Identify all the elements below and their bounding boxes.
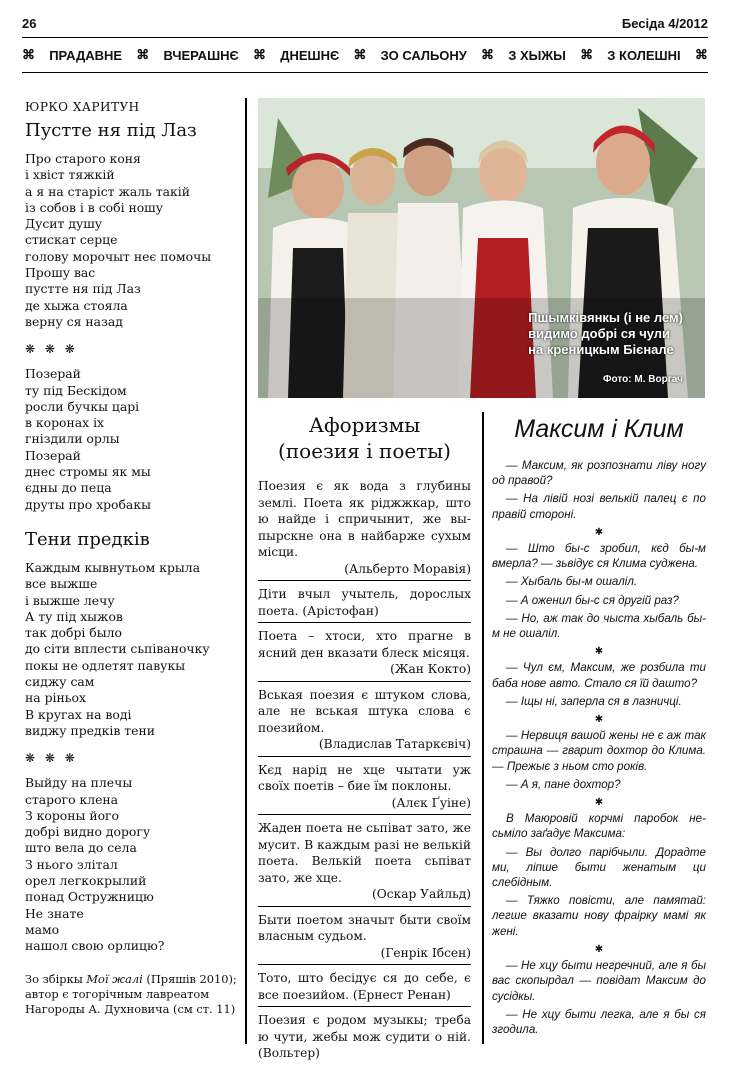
note-pre: Зо збіркы bbox=[25, 972, 87, 987]
aphorism-source: (Альберто Моравія) bbox=[344, 561, 471, 576]
verse-line: і хвіст тяжкій bbox=[25, 167, 115, 183]
verse-line: днес стромы як мы bbox=[25, 464, 151, 480]
verse-line: мамо bbox=[25, 921, 60, 937]
photo-credit: Фото: М. Воргач bbox=[603, 374, 683, 385]
header-rule-bottom bbox=[22, 72, 708, 73]
nav-item[interactable]: ПРАДАВНЕ bbox=[49, 47, 123, 63]
nav-item[interactable]: З КОЛЕШНІ bbox=[607, 47, 681, 63]
dialogue-line: — Но, аж так до чыста хыбаль бы-м не ошаліл. bbox=[492, 611, 706, 641]
dialogue-line: — Не хцу быти негречний, але я бы вас скопырдал — повідат Максим до сусідкы. bbox=[492, 959, 706, 1003]
dialogue-line: — Хыбаль бы-м ошаліл. bbox=[506, 575, 638, 589]
aphorism-text: Вськая поезия є штуком слова, але не вськая штука слова є поезийом. bbox=[258, 687, 471, 735]
verse-line: В кругах на воді bbox=[25, 706, 132, 722]
verse-line: Каждым кывнутьом крыла bbox=[25, 559, 201, 575]
column-divider-left bbox=[245, 98, 247, 1044]
verse-line: покы не одлетят павукы bbox=[25, 657, 186, 673]
dialogue-line: — Што бы-с зробил, кєд бы-м вмерла? — зьвідує ся Клима суджена. bbox=[492, 542, 706, 571]
aphorism bbox=[258, 687, 471, 757]
nav-separator-icon: ⌘ bbox=[694, 47, 708, 62]
note-book: Мої жалі bbox=[86, 972, 143, 987]
nav-item[interactable]: З ХЫЖЫ bbox=[508, 47, 566, 63]
asterisk-separator-icon: ✱ bbox=[594, 714, 604, 726]
asterisk-separator-icon: ✱ bbox=[594, 526, 604, 538]
verse-line: Дусит душу bbox=[25, 216, 103, 232]
column-divider-right bbox=[482, 412, 484, 1044]
aphorism bbox=[258, 820, 471, 907]
verse-line: Позерай bbox=[25, 366, 81, 382]
aphorism bbox=[258, 478, 471, 581]
dialogue-line: — Тяжко повісти, але памятай: легше вказати нову фраірку мамі як жені. bbox=[492, 894, 706, 938]
verse-line: Про старого коня bbox=[25, 151, 141, 166]
aphorism bbox=[258, 912, 471, 966]
aphorism-source: (Оскар Уайльд) bbox=[372, 887, 471, 901]
poem-4 bbox=[25, 775, 240, 954]
verse-line: Выйду на плечы bbox=[25, 775, 133, 791]
verse-line: Прошу вас bbox=[25, 265, 96, 281]
verse-line: добрі видно дорогу bbox=[25, 824, 151, 840]
poem-1 bbox=[25, 151, 240, 330]
caption-line: Пшымківянкы (і не лем) bbox=[528, 310, 683, 325]
poems-column bbox=[25, 100, 240, 1017]
dialogue-line: — Нервиця вашой жены не є аж так страшна — гварит дохтор до Клима. — Прежыє з ньом сто років. bbox=[492, 729, 706, 773]
verse-line: де хыжа стояла bbox=[25, 297, 128, 313]
verse-line: верну ся назад bbox=[25, 313, 123, 329]
verse-line: і выжше лечу bbox=[25, 592, 115, 608]
dialogue-line: — Максим, як розпознати ліву ногу од правой? bbox=[492, 459, 706, 488]
nav-item[interactable]: ЗО САЛЬОНУ bbox=[380, 47, 467, 63]
stars-divider-2: ❋ ❋ ❋ bbox=[25, 751, 78, 766]
verse-line: росли бучкы царі bbox=[25, 398, 140, 414]
poem-2 bbox=[25, 366, 240, 513]
photo-caption bbox=[528, 310, 683, 358]
dialogue-line: — А я, пане дохтор? bbox=[506, 777, 621, 791]
aphorism-text: Поета – хтоси, хто прагне в ясний ден вказати блеск місяця. bbox=[258, 629, 471, 660]
verse-line: што вела до села bbox=[25, 840, 137, 856]
jokes-dialogue bbox=[492, 458, 706, 1037]
verse-line: до сіти вплести сьпіваночку bbox=[25, 641, 210, 657]
verse-line: голову морочыт неє помочы bbox=[25, 248, 212, 264]
aphorism-text: Поезия є як вода з глубины землі. Поета як ріджжкар, што ю найде і спричынит, же выпырскне она в найбарже сухым місци. bbox=[258, 479, 471, 559]
aphorisms-list bbox=[258, 478, 471, 1065]
verse-line: так добрі было bbox=[25, 625, 122, 641]
verse-line: все выжше bbox=[25, 576, 98, 592]
issue-label: Бесіда 4/2012 bbox=[621, 16, 708, 31]
caption-line: видимо добрі ся чули bbox=[528, 326, 671, 341]
caption-line: на креницкым Бієнале bbox=[528, 342, 674, 357]
aphorism-source: (Жан Кокто) bbox=[390, 662, 471, 676]
poem-3 bbox=[25, 560, 240, 739]
aphorism bbox=[258, 970, 471, 1007]
nav-item[interactable]: ДНЕШНЄ bbox=[280, 47, 340, 63]
header-rule-top bbox=[22, 37, 708, 38]
verse-line: пустте ня під Лаз bbox=[25, 281, 141, 297]
book-note bbox=[25, 972, 240, 1017]
verse-line: друты про хробакы bbox=[25, 496, 151, 512]
dialogue-line: — Іщы ні, заперла ся в лазничці. bbox=[506, 694, 682, 708]
aphorisms-column bbox=[258, 412, 471, 1070]
verse-line: нашол свою орлицю? bbox=[25, 938, 165, 954]
nav-separator-icon: ⌘ bbox=[252, 47, 266, 62]
aphorisms-title-line: Афоризмы bbox=[308, 413, 421, 437]
aphorisms-subtitle-line: (поезия і поеты) bbox=[278, 439, 451, 463]
aphorism-source: (Алєк Ґуіне) bbox=[391, 795, 471, 810]
aphorism bbox=[258, 1012, 471, 1065]
poem-title-1: Пустте ня під Лаз bbox=[25, 120, 197, 141]
nav-separator-icon: ⌘ bbox=[353, 47, 367, 62]
page-number: 26 bbox=[22, 16, 37, 31]
dialogue-line: — А оженил бы-с ся другій раз? bbox=[506, 593, 679, 607]
asterisk-separator-icon: ✱ bbox=[594, 797, 604, 809]
dialogue-line: — Не хцу быти легка, але я бы ся згодила. bbox=[492, 1007, 706, 1036]
verse-line: З нього злітал bbox=[25, 856, 118, 872]
nav-separator-icon: ⌘ bbox=[136, 47, 150, 62]
aphorism-text: Поезия є родом музыкы; треба ю чути, жебы мож судити о ній. (Вольтер) bbox=[258, 1013, 471, 1060]
poem-title-3: Тени предків bbox=[25, 528, 150, 550]
group-photo bbox=[258, 98, 705, 398]
verse-line: сиджу сам bbox=[25, 674, 95, 690]
aphorism bbox=[258, 628, 471, 682]
nav-separator-icon: ⌘ bbox=[580, 47, 594, 62]
verse-line: Позерай bbox=[25, 447, 81, 463]
dialogue-line: — Вы долго парібчыли. Дорадте ми, ліпше быти женатым ци слебідным. bbox=[492, 845, 706, 890]
verse-line: старого клена bbox=[25, 791, 119, 807]
verse-line: А ту під хыжов bbox=[25, 608, 123, 624]
dialogue-line: В Маюровій корчмі паробок несьміло заґадує Максима: bbox=[492, 812, 706, 841]
asterisk-separator-icon: ✱ bbox=[594, 943, 604, 955]
stars-divider-1: ❋ ❋ ❋ bbox=[25, 342, 78, 357]
jokes-title: Максим і Клим bbox=[514, 415, 684, 443]
section-nav bbox=[22, 45, 708, 65]
verse-line: гніздили орлы bbox=[25, 431, 120, 447]
poem-author: ЮРКО ХАРИТУН bbox=[25, 100, 140, 114]
page-header bbox=[22, 16, 708, 32]
verse-line: із собов і в собі ношу bbox=[25, 199, 163, 215]
aphorism-source: (Генрік Ібсен) bbox=[380, 945, 471, 960]
dialogue-line: — На лівій нозі велькій палец є по правій стороні. bbox=[492, 492, 706, 521]
verse-line: стискат серце bbox=[25, 232, 118, 248]
aphorisms-title bbox=[258, 412, 471, 464]
nav-separator-icon: ⌘ bbox=[22, 47, 35, 62]
jokes-column bbox=[492, 415, 706, 1040]
aphorism bbox=[258, 762, 471, 816]
nav-separator-icon: ⌘ bbox=[481, 47, 495, 62]
aphorism-text: Кєд нарід не хце чытати уж своїх поетів – бие їм поклоны. bbox=[258, 762, 471, 793]
verse-line: в коронах іх bbox=[25, 415, 105, 431]
verse-line: на ріньох bbox=[25, 690, 86, 706]
aphorism-text: Жаден поета не сьпіват зато, же мусит. В каждым разі не велькій поета. Велькій поета сьпіват зато, же хце. bbox=[258, 821, 471, 885]
verse-line: З короны його bbox=[25, 807, 119, 823]
aphorism-text: Діти вчыл учытель, дорослых поета. (Арістофан) bbox=[258, 587, 471, 618]
verse-line: Не знате bbox=[25, 905, 84, 921]
verse-line: єдны до пеца bbox=[25, 480, 112, 496]
aphorism-source: (Владислав Татаркєвіч) bbox=[318, 737, 471, 751]
aphorism bbox=[258, 586, 471, 623]
aphorism-text: Быти поетом значыт быти своїм власным судьом. bbox=[258, 912, 471, 943]
aphorism-text: Тото, што бесідує ся до себе, є все поезийом. (Ернест Ренан) bbox=[258, 971, 471, 1002]
note-post: (Пряшів 2010); автор є тогорічным лавреатом Нагороды А. Духновича (см ст. 11) bbox=[25, 972, 237, 1017]
dialogue-line: — Чул єм, Максим, же розбила ти баба нове авто. Стало ся їй дашто? bbox=[492, 661, 706, 690]
nav-item[interactable]: ВЧЕРАШНЄ bbox=[163, 47, 239, 63]
verse-line: а я на старіст жаль такій bbox=[25, 183, 191, 199]
verse-line: ту під Бескідом bbox=[25, 382, 127, 398]
verse-line: виджу предків тени bbox=[25, 722, 155, 738]
verse-line: понад Остружницю bbox=[25, 889, 154, 905]
asterisk-separator-icon: ✱ bbox=[594, 646, 604, 658]
verse-line: орел легкокрылий bbox=[25, 872, 147, 888]
